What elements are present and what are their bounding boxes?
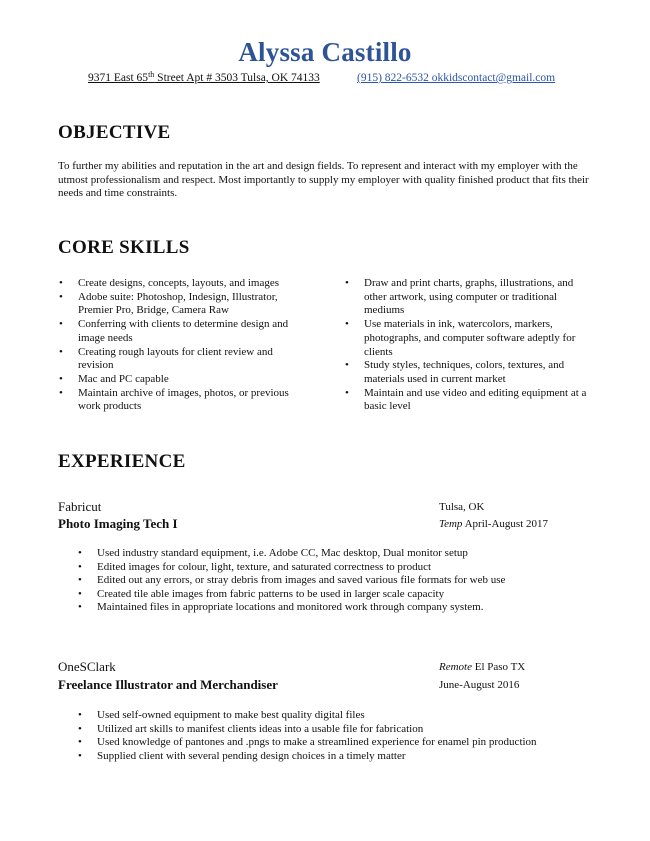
job-company: Fabricut [58,499,102,514]
address-ordinal: th [148,70,155,79]
list-item: • Draw and print charts, graphs, illustrations, and other artwork, using computer or traditional mediums [345,277,595,318]
list-item: • Creating rough layouts for client review and revision [59,346,309,373]
job-dates: June-August 2016 [439,679,520,691]
list-item: • Mac and PC capable [59,373,309,387]
job-location-city: El Paso TX [471,661,526,673]
job-dates [439,519,548,530]
list-item: • Maintained files in appropriate locations and monitored work through company system. [78,601,598,615]
list-item: • Used industry standard equipment, i.e. Adobe CC, Mac desktop, Dual monitor setup [78,547,598,561]
address-street: 9371 East 65 [88,72,149,84]
objective-text: To further my abilities and reputation in the art and design fields. To represent and interact with my employer with the utmost professionalism and respect. Most importantly to supply my employer with quality finished product that fits their needs and time constraints. [58,160,589,200]
list-item: • Edited out any errors, or stray debris from images and saved various file formats for web use [78,574,598,588]
address [88,72,320,85]
skills-list-left [59,277,309,414]
list-item: • Used knowledge of pantones and .pngs to make a streamlined experience for enamel pin production [78,736,598,750]
contact-link[interactable]: (915) 822-6532 okkidscontact@gmail.com [357,72,556,84]
job-bullets [78,709,598,763]
list-item: • Edited images for colour, light, texture, and saturated correctness to product [78,561,598,575]
experience-heading: EXPERIENCE [58,451,186,472]
job-type: Temp [439,518,463,530]
list-item: • Conferring with clients to determine design and image needs [59,318,309,345]
list-item: • Supplied client with several pending design choices in a timely matter [78,750,598,764]
list-item: • Maintain and use video and editing equipment at a basic level [345,387,595,414]
job-location-type: Remote [439,661,472,673]
job-title: Photo Imaging Tech I [58,516,178,531]
list-item: • Maintain archive of images, photos, or previous work products [59,387,309,414]
list-item: • Created tile able images from fabric patterns to be used in larger scale capacity [78,588,598,602]
list-item: • Utilized art skills to manifest clients ideas into a usable file for fabrication [78,723,598,737]
skills-list-right [345,277,595,414]
skills-heading: CORE SKILLS [58,237,190,258]
list-item: • Use materials in ink, watercolors, markers, photographs, and computer software adeptly for clients [345,318,595,359]
job-bullets [78,547,598,615]
list-item: • Study styles, techniques, colors, textures, and materials used in current market [345,359,595,386]
list-item: • Adobe suite: Photoshop, Indesign, Illustrator, Premier Pro, Bridge, Camera Raw [59,291,309,318]
resume-name: Alyssa Castillo [238,37,412,67]
job-company: OneSClark [58,659,116,674]
list-item: • Create designs, concepts, layouts, and images [59,277,309,291]
address-city: Street Apt # 3503 Tulsa, OK 74133 [154,72,320,84]
objective-heading: OBJECTIVE [58,122,171,143]
job-date-range: April-August 2017 [462,518,548,530]
job-title: Freelance Illustrator and Merchandiser [58,677,278,692]
list-item: • Used self-owned equipment to make best quality digital files [78,709,598,723]
job-location [439,662,525,673]
job-location: Tulsa, OK [439,501,485,513]
